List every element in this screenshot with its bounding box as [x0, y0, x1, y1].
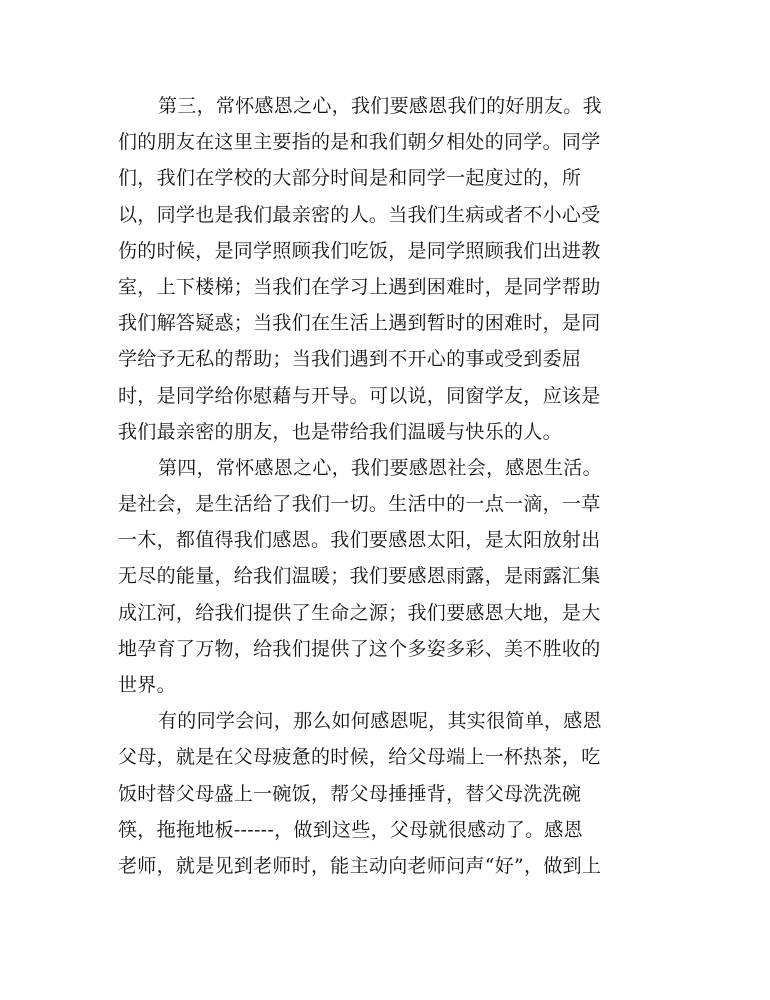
text-line-1: 第三，常怀感恩之心，我们要感恩我们的好朋友。我: [158, 95, 602, 117]
text-line-4: 以，同学也是我们最亲密的人。当我们生病或者不小心受: [118, 203, 601, 226]
text-line-6: 室，上下楼梯；当我们在学习上遇到困难时，是同学帮助: [118, 275, 601, 298]
text-line-12: 是社会，是生活给了我们一切。生活中的一点一滴，一草: [118, 493, 601, 516]
text-line-16: 地孕育了万物，给我们提供了这个多姿多彩、美不胜收的: [118, 637, 601, 660]
text-line-5: 伤的时候，是同学照顾我们吃饭，是同学照顾我们出进教: [118, 239, 601, 262]
text-line-21: 筷，拖拖地板------，做到这些，父母就很感动了。感恩: [118, 818, 583, 841]
text-line-19: 父母，就是在父母疲惫的时候，给父母端上一杯热茶，吃: [118, 746, 601, 769]
text-line-8: 学给予无私的帮助；当我们遇到不开心的事或受到委屈: [118, 348, 582, 371]
text-line-14: 无尽的能量，给我们温暖；我们要感恩雨露，是雨露汇集: [118, 565, 601, 588]
text-line-10: 我们最亲密的朋友，也是带给我们温暖与快乐的人。: [118, 420, 562, 443]
text-line-7: 我们解答疑惑；当我们在生活上遇到暂时的困难时，是同: [118, 312, 601, 335]
text-line-13: 一木，都值得我们感恩。我们要感恩太阳，是太阳放射出: [118, 529, 601, 552]
text-line-17: 世界。: [118, 674, 176, 696]
text-line-9: 时，是同学给你慰藉与开导。可以说，同窗学友，应该是: [118, 384, 601, 407]
text-line-2: 们的朋友在这里主要指的是和我们朝夕相处的同学。同学: [118, 131, 601, 154]
text-line-3: 们，我们在学校的大部分时间是和同学一起度过的，所: [118, 167, 582, 190]
text-line-20: 饭时替父母盛上一碗饭，帮父母捶捶背，替父母洗洗碗: [118, 782, 582, 805]
text-line-18: 有的同学会问，那么如何感恩呢，其实很简单，感恩: [158, 710, 602, 733]
text-line-15: 成江河，给我们提供了生命之源；我们要感恩大地，是大: [118, 601, 601, 624]
text-line-22: 老师，就是见到老师时，能主动向老师问声“好”，做到上: [118, 854, 602, 877]
document-body: [118, 88, 658, 884]
text-line-11: 第四，常怀感恩之心，我们要感恩社会，感恩生活。: [158, 456, 602, 479]
